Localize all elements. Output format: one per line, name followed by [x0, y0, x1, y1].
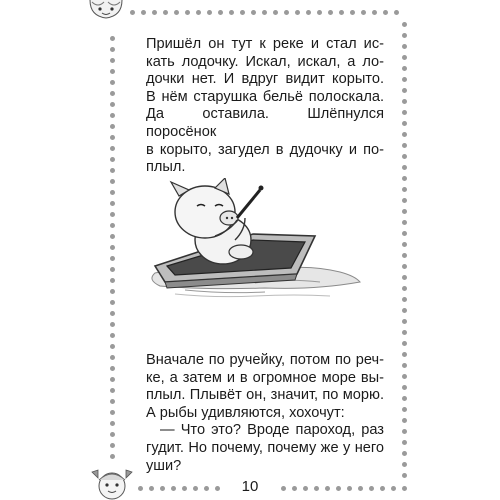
border-dot [372, 10, 377, 15]
border-dot [402, 231, 407, 236]
border-dot [339, 10, 344, 15]
border-dot [284, 10, 289, 15]
text-line: кать лодочку. Искал, искал, а ло- [146, 53, 384, 70]
border-dot [110, 168, 115, 173]
border-dot [314, 486, 319, 491]
text-line: плыл. Плывёт он, значит, по морю. [146, 387, 384, 404]
border-dot [110, 190, 115, 195]
text-line: ке, а затем и в огромное море вы- [146, 369, 384, 386]
text-line: уши? [146, 457, 182, 474]
border-dot [171, 486, 176, 491]
border-dot [303, 486, 308, 491]
border-dot [402, 77, 407, 82]
border-dot [110, 124, 115, 129]
border-dot [174, 10, 179, 15]
text-line: в корыто, загудел в дудочку и по- [146, 141, 384, 158]
border-dot [110, 366, 115, 371]
border-dot [369, 486, 374, 491]
border-dot [402, 143, 407, 148]
text-line: В нём старушка бельё полоскала. [146, 88, 384, 105]
border-dot [110, 333, 115, 338]
border-dot [292, 486, 297, 491]
paragraph-1 [146, 36, 384, 177]
border-dot [402, 407, 407, 412]
border-dot [110, 267, 115, 272]
border-dot [402, 220, 407, 225]
border-dot [110, 91, 115, 96]
border-dot [402, 286, 407, 291]
border-dot [110, 80, 115, 85]
border-dot [110, 223, 115, 228]
border-dot [273, 10, 278, 15]
border-dot [110, 47, 115, 52]
border-dot [402, 44, 407, 49]
border-dot [402, 385, 407, 390]
border-dot [402, 66, 407, 71]
border-dot [336, 486, 341, 491]
border-dot [110, 355, 115, 360]
border-dot [383, 10, 388, 15]
border-dot [204, 486, 209, 491]
border-dot [402, 341, 407, 346]
border-dot [110, 432, 115, 437]
text-line: гудит. Но почему, почему же у него [146, 439, 384, 456]
border-dot [110, 256, 115, 261]
border-dot [402, 176, 407, 181]
border-dot [110, 58, 115, 63]
border-dot [402, 154, 407, 159]
text-line: Пришёл он тут к реке и стал ис- [146, 36, 384, 52]
border-dot [110, 289, 115, 294]
border-dot [306, 10, 311, 15]
border-dot [110, 245, 115, 250]
page-number: 10 [241, 478, 259, 495]
border-dot [152, 10, 157, 15]
border-dot [358, 486, 363, 491]
paragraph-2 [146, 352, 384, 475]
border-dot [402, 132, 407, 137]
border-dot [110, 344, 115, 349]
border-dot [391, 486, 396, 491]
border-dot [402, 473, 407, 478]
border-dot [218, 10, 223, 15]
girl-face-icon [90, 466, 134, 500]
text-line: Да оставила. Шлёпнулся поросёнок [146, 106, 384, 140]
border-dot [402, 451, 407, 456]
border-dot [402, 462, 407, 467]
border-dot [325, 486, 330, 491]
border-dot [402, 275, 407, 280]
border-dot [402, 486, 407, 491]
border-dot [110, 410, 115, 415]
border-dot [110, 377, 115, 382]
piglet-in-washtub-icon [145, 178, 365, 303]
border-dot [317, 10, 322, 15]
text-line: дочки нет. И вдруг видит корыто. [146, 71, 384, 88]
text-line: Вначале по ручейку, потом по реч- [146, 352, 384, 368]
border-dot [207, 10, 212, 15]
border-dot [110, 421, 115, 426]
border-dot [110, 179, 115, 184]
border-dot [110, 113, 115, 118]
border-dot [402, 363, 407, 368]
border-dot [402, 33, 407, 38]
border-dot [110, 399, 115, 404]
border-dot [380, 486, 385, 491]
text-line: плыл. [146, 159, 186, 176]
text-line: — Что это? Вроде пароход, раз [160, 422, 384, 439]
border-dot [110, 311, 115, 316]
border-dot [402, 242, 407, 247]
border-dot [394, 10, 399, 15]
border-dot [110, 201, 115, 206]
border-dot [110, 300, 115, 305]
border-dot [193, 486, 198, 491]
border-dot [402, 88, 407, 93]
border-dot [402, 429, 407, 434]
border-dot [295, 10, 300, 15]
border-dot [402, 319, 407, 324]
border-dot [402, 264, 407, 269]
border-dot [110, 234, 115, 239]
border-dot [402, 55, 407, 60]
border-dot [149, 486, 154, 491]
border-dot [402, 209, 407, 214]
border-dot [251, 10, 256, 15]
border-dot [196, 10, 201, 15]
border-dot [402, 352, 407, 357]
border-dot [347, 486, 352, 491]
text-line: А рыбы удивляются, хохочут: [146, 404, 345, 421]
border-dot [141, 10, 146, 15]
border-dot [110, 443, 115, 448]
border-dot [402, 198, 407, 203]
border-dot [110, 157, 115, 162]
border-dot [110, 135, 115, 140]
border-dot [110, 212, 115, 217]
border-dot [262, 10, 267, 15]
border-dot [110, 69, 115, 74]
border-dot [138, 486, 143, 491]
border-dot [182, 486, 187, 491]
border-dot [402, 165, 407, 170]
border-dot [402, 253, 407, 258]
border-dot [160, 486, 165, 491]
border-dot [110, 454, 115, 459]
border-dot [110, 388, 115, 393]
border-dot [281, 486, 286, 491]
border-dot [402, 440, 407, 445]
border-dot [229, 10, 234, 15]
border-dot [350, 10, 355, 15]
border-dot [163, 10, 168, 15]
border-dot [402, 187, 407, 192]
border-dot [402, 110, 407, 115]
border-dot [240, 10, 245, 15]
border-dot [402, 330, 407, 335]
border-dot [402, 396, 407, 401]
border-dot [130, 10, 135, 15]
border-dot [402, 308, 407, 313]
border-dot [215, 486, 220, 491]
border-dot [110, 146, 115, 151]
border-dot [402, 374, 407, 379]
border-dot [402, 121, 407, 126]
border-dot [110, 322, 115, 327]
border-dot [110, 102, 115, 107]
border-dot [328, 10, 333, 15]
border-dot [361, 10, 366, 15]
border-dot [402, 297, 407, 302]
border-dot [185, 10, 190, 15]
border-dot [402, 418, 407, 423]
girl-face-icon [86, 0, 126, 24]
border-dot [110, 278, 115, 283]
border-dot [402, 22, 407, 27]
border-dot [402, 99, 407, 104]
border-dot [110, 36, 115, 41]
